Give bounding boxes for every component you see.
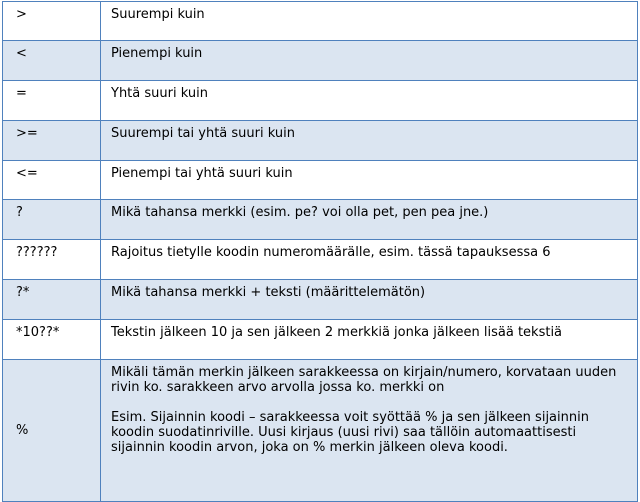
table-row [3, 200, 638, 240]
operator-table-container [2, 1, 638, 502]
description-cell: Pienempi tai yhtä suuri kuin [101, 161, 638, 200]
operator-table [2, 1, 638, 502]
table-row [3, 81, 638, 121]
table-row [3, 280, 638, 320]
symbol-cell: > [3, 2, 101, 41]
description-cell: Rajoitus tietylle koodin numeromäärälle, esim. tässä tapauksessa 6 [101, 240, 638, 280]
symbol-cell: ?????? [3, 240, 101, 280]
description-cell: Suurempi kuin [101, 2, 638, 41]
table-row [3, 121, 638, 161]
description-cell: Mikä tahansa merkki + teksti (määrittelemätön) [101, 280, 638, 320]
description-cell: Suurempi tai yhtä suuri kuin [101, 121, 638, 161]
table-row [3, 320, 638, 360]
table-row [3, 161, 638, 200]
table-row [3, 360, 638, 502]
description-paragraph: Mikäli tämän merkin jälkeen sarakkeessa on kirjain/numero, korvataan uuden rivin ko. sarakkeen arvo arvolla jossa ko. merkki on [111, 365, 617, 395]
table-row [3, 240, 638, 280]
symbol-cell: *10??* [3, 320, 101, 360]
description-cell: Pienempi kuin [101, 41, 638, 81]
description-cell: Tekstin jälkeen 10 ja sen jälkeen 2 merkkiä jonka jälkeen lisää tekstiä [101, 320, 638, 360]
symbol-cell: >= [3, 121, 101, 161]
symbol-cell: = [3, 81, 101, 121]
table-row [3, 2, 638, 41]
table-row [3, 41, 638, 81]
description-cell: Yhtä suuri kuin [101, 81, 638, 121]
description-paragraph: Esim. Sijainnin koodi – sarakkeessa voit syöttää % ja sen jälkeen sijainnin koodin suodatinriville. Uusi kirjaus (uusi rivi) saa tällöin automaattisesti sijainnin koodin arvon, joka on % merkin jälkeen oleva koodi. [111, 410, 589, 455]
paragraph-spacer [111, 395, 627, 410]
description-cell: Mikä tahansa merkki (esim. pe? voi olla pet, pen pea jne.) [101, 200, 638, 240]
symbol-cell: < [3, 41, 101, 81]
symbol-cell: <= [3, 161, 101, 200]
description-cell [101, 360, 638, 502]
symbol-cell: ? [3, 200, 101, 240]
symbol-cell: ?* [3, 280, 101, 320]
symbol-cell: % [3, 360, 101, 502]
